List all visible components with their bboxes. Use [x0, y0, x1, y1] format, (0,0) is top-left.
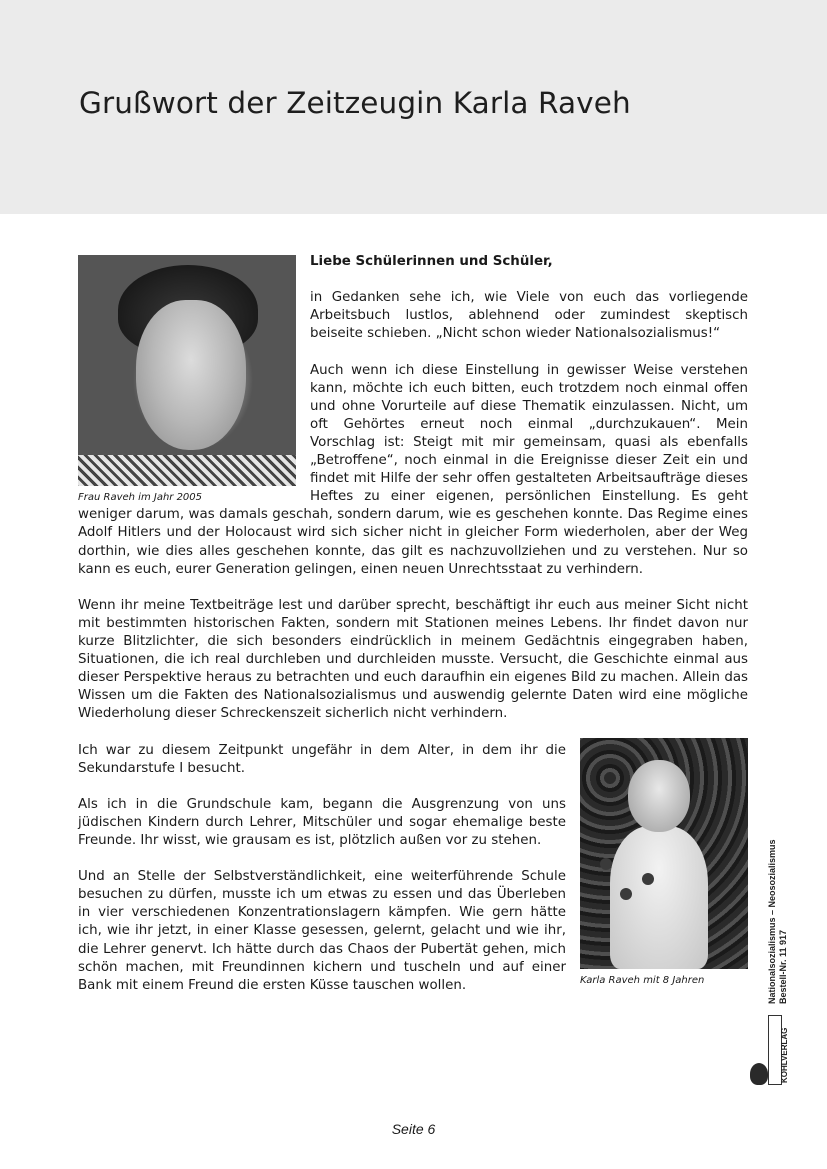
paragraph-6: Und an Stelle der Selbstverständlichkeit, eine weiterführende Schule besuchen zu dürfen, musste ich um etwas zu essen und das Überleben in vier verschiedenen Konzentrationslagern kämpfen. Wie gern hätte ich, wie ihr jetzt, in einer Klasse gesessen, gelernt, gelacht und wie ihr, die Lehrer genervt. Ich hätte durch das Chaos der Pubertät gehen, mich schön machen, mit Freundinnen kichern und tuscheln und auf einer Bank mit einem Freund die ersten Küsse tauschen wollen. — [78, 869, 566, 993]
figure-raveh-2005 — [78, 255, 296, 504]
paragraph-4: Ich war zu diesem Zeitpunkt ungefähr in dem Alter, in dem ihr die Sekundarstufe I besucht. — [78, 742, 566, 776]
paragraph-3: Wenn ihr meine Textbeiträge lest und darüber sprecht, beschäftigt ihr euch aus meiner Sicht nicht mit bestimmten historischen Fakten, sondern mit Stationen meines Lebens. Ihr findet davon nur kurze Blitzlichter, die sich besonders eindrücklich in meinem Gedächtnis eingegraben haben, Situationen, die ich real durchleben und durchleiden musste. Versucht, die Geschichte einmal aus dieser Perspektive heraus zu betrachten und euch daraufhin ein eigenes Bild zu machen. Allein das Wissen um die Fakten des Nationalsozialismus und auswendig gelernte Daten wird eine mögliche Wiederholung dieser Schreckenszeit sicherlich nicht verhindern. — [78, 597, 748, 722]
caption-raveh-2005: Frau Raveh im Jahr 2005 — [78, 492, 203, 503]
photo-raveh-child — [580, 738, 748, 969]
letter-greeting: Liebe Schülerinnen und Schüler, — [310, 254, 553, 269]
sidebar-order-number: Bestell-Nr. 11 917 — [778, 929, 788, 1004]
letter-body — [78, 253, 748, 1013]
paragraph-2: Auch wenn ich diese Einstellung in gewisser Weise verstehen kann, möchte ich euch bitten, euch trotzdem noch einmal offen und ohne Vorurteile auf diese Thematik einzulassen. Nicht, um oft Gehörtes erneut noch einmal „durchzukauen“. Mein Vorschlag ist: Steigt mit mir gemeinsam, quasi als ebenfalls „Betroffene“, noch einmal in die Ereignisse dieser Zeit ein und findet mit Hilfe der sehr offen gestalteten Arbeitsaufträge dieses Heftes zu einer eigenen, persönlichen Einstellung. Es geht weniger darum, was damals geschah, sondern darum, wie es geschehen konnte. Das Regime eines Adolf Hitlers und der Holocaust wird sich sicher nicht in gleicher Form wiederholen, aber der Weg dorthin, wie dies alles geschehen konnte, das gilt es nachzuvollziehen und zu verstehen. Nur so kann es euch, eurer Generation gelingen, einen neuen Unrechtsstaat zu verhindern. — [78, 362, 748, 577]
caption-raveh-child: Karla Raveh mit 8 Jahren — [580, 974, 705, 986]
header-band — [0, 0, 827, 214]
sidebar-series-info — [767, 839, 789, 1004]
sidebar-series-title: Nationalsozialismus – Neosozialismus — [767, 839, 777, 1004]
paragraph-5: Als ich in die Grundschule kam, begann die Ausgrenzung von uns jüdischen Kindern durch Lehrer, Mitschüler und sogar ehemalige beste Freunde. Ihr wisst, wie grausam es ist, plötzlich außen vor zu stehen. — [78, 796, 566, 848]
tree-icon — [750, 1063, 768, 1085]
page-title: Grußwort der Zeitzeugin Karla Raveh — [79, 86, 631, 120]
publisher-logo — [750, 1015, 789, 1087]
photo-raveh-portrait — [78, 255, 296, 486]
publisher-name: KOHLVERLAG — [780, 1027, 789, 1083]
figure-raveh-child — [580, 738, 748, 987]
page-number: Seite 6 — [391, 1121, 436, 1137]
paragraph-1: in Gedanken sehe ich, wie Viele von euch das vorliegende Arbeitsbuch lustlos, ablehnend oder zumindest skeptisch beiseite schieben. „Nicht schon wieder Nationalsozialismus!“ — [310, 290, 748, 342]
